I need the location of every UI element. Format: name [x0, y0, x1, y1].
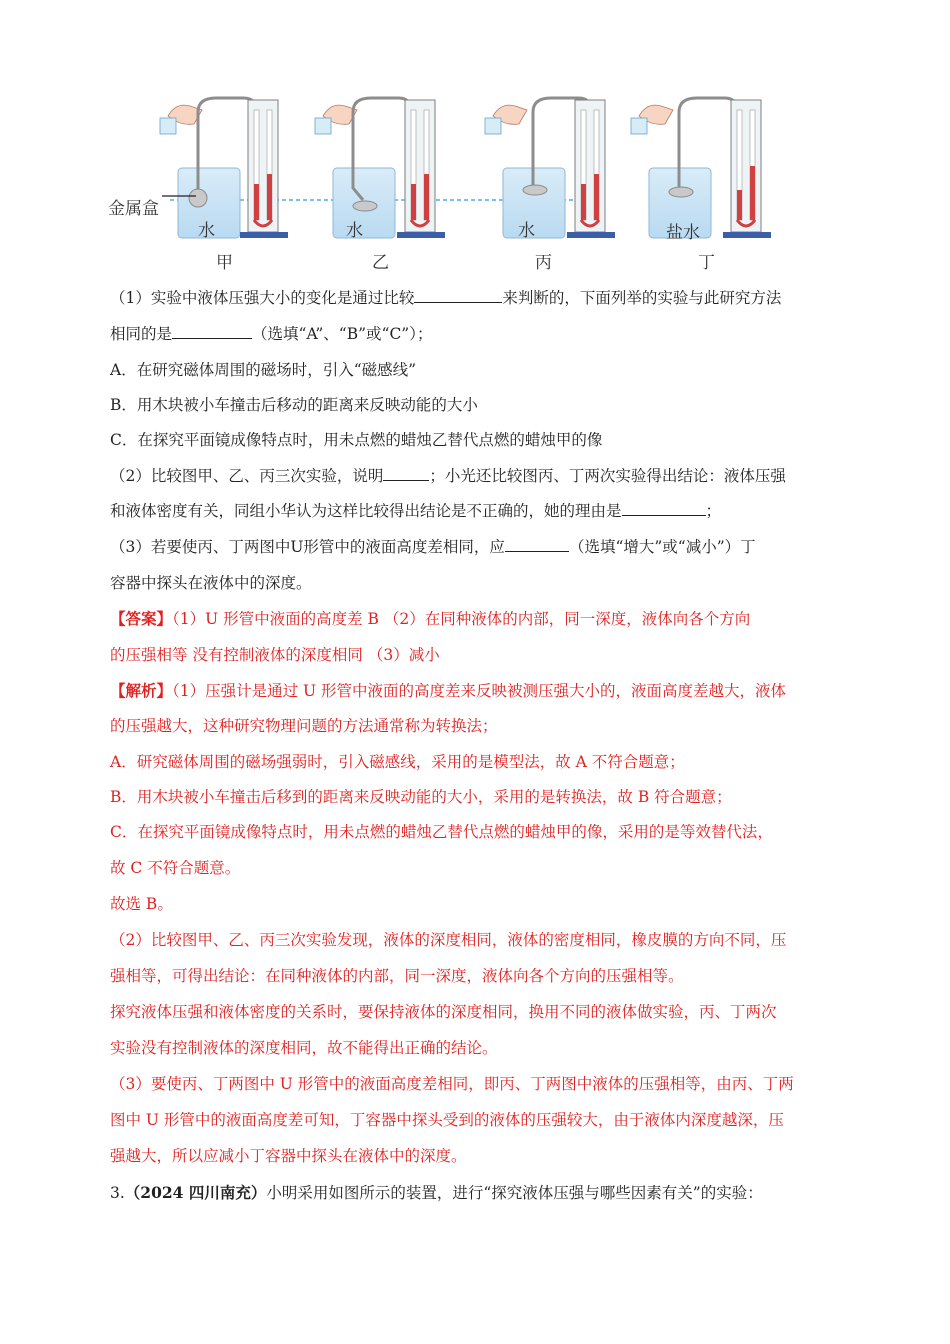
q2-line2: 和液体密度有关，同组小华认为这样比较得出结论是不正确的，她的理由是 ；: [110, 502, 722, 520]
beaker-label-ding: 盐水: [666, 223, 700, 243]
experiment-figure: [100, 88, 820, 273]
beaker-label-jia: 水: [198, 221, 215, 241]
analysis-label: 【解析】: [110, 681, 173, 700]
caption-jia: 甲: [216, 253, 233, 273]
answer-blank[interactable]: [414, 288, 502, 303]
analysis-line14: 强越大，所以应减小丁容器中探头在液体中的深度。: [110, 1147, 467, 1165]
experiment-illustration: [100, 88, 820, 273]
answer-blank[interactable]: [383, 466, 429, 481]
question-source: （2024 四川南充）: [124, 1183, 267, 1202]
question-number: 3.: [110, 1184, 125, 1202]
caption-bing: 丙: [535, 253, 552, 273]
analysis-line10: 探究液体压强和液体密度的关系时，要保持液体的深度相同，换用不同的液体做实验，丙、丁两次: [110, 1003, 777, 1021]
setup-jia: [160, 98, 288, 238]
setup-ding: [631, 98, 771, 238]
analysis-line8: （2）比较图甲、乙、丙三次实验发现，液体的深度相同，液体的密度相同，橡皮膜的方向不同，压: [110, 931, 787, 949]
analysis-line11: 实验没有控制液体的深度相同，故不能得出正确的结论。: [110, 1039, 498, 1057]
beaker-label-yi: 水: [346, 221, 363, 241]
analysis-line9: 强相等，可得出结论：在同种液体的内部，同一深度，液体向各个方向的压强相等。: [110, 967, 684, 985]
answer-blank[interactable]: [172, 324, 252, 339]
setup-yi: [315, 98, 445, 238]
q1-line1: （1）实验中液体压强大小的变化是通过比较 来判断的，下面列举的实验与此研究方法: [110, 289, 782, 307]
analysis-line5: C．在探究平面镜成像特点时，用未点燃的蜡烛乙替代点燃的蜡烛甲的像，采用的是等效替代法，: [110, 823, 773, 841]
analysis-line6: 故 C 不符合题意。: [110, 859, 241, 877]
analysis-line4: B．用木块被小车撞击后移到的距离来反映动能的大小，采用的是转换法，故 B 符合题意；: [110, 788, 732, 806]
analysis-line12: （3）要使丙、丁两图中 U 形管中的液面高度差相同，即丙、丁两图中液体的压强相等，由丙、丁两: [110, 1075, 794, 1093]
analysis-line13: 图中 U 形管中的液面高度差可知，丁容器中探头受到的液体的压强较大，由于液体内深度越深，压: [110, 1111, 784, 1129]
question-text: 小明采用如图所示的装置，进行“探究液体压强与哪些因素有关”的实验：: [266, 1184, 763, 1202]
answer-blank[interactable]: [622, 501, 706, 516]
answer-line1: 【答案】（1）U 形管中液面的高度差 B （2）在同种液体的内部，同一深度，液体向各个方向: [110, 609, 751, 628]
analysis-line1: 【解析】（1）压强计是通过 U 形管中液面的高度差来反映被测压强大小的，液面高度差越大，液体: [110, 681, 787, 700]
q2-line1: （2）比较图甲、乙、丙三次实验，说明 ；小光还比较图丙、丁两次实验得出结论：液体压强: [110, 467, 786, 485]
answer-blank[interactable]: [505, 537, 569, 552]
q3-line1: （3）若要使丙、丁两图中U形管中的液面高度差相同，应 （选填“增大”或“减小”）丁: [110, 538, 756, 556]
analysis-line7: 故选 B。: [110, 895, 173, 913]
analysis-line3: A．研究磁体周围的磁场强弱时，引入磁感线，采用的是模型法，故 A 不符合题意；: [110, 753, 685, 771]
answer-label: 【答案】: [110, 609, 173, 628]
option-c: C．在探究平面镜成像特点时，用未点燃的蜡烛乙替代点燃的蜡烛甲的像: [110, 431, 603, 449]
setup-bing: [485, 98, 615, 238]
probe-label: 金属盒: [108, 199, 159, 219]
beaker-label-bing: 水: [518, 221, 535, 241]
answer-line2: 的压强相等 没有控制液体的深度相同 （3）减小: [110, 646, 440, 664]
analysis-line2: 的压强越大，这种研究物理问题的方法通常称为转换法；: [110, 717, 498, 735]
q1-line2: 相同的是 （选填“A”、“B”或“C”）；: [110, 325, 433, 343]
q3-line2: 容器中探头在液体中的深度。: [110, 574, 312, 592]
caption-ding: 丁: [698, 253, 715, 273]
question-3-heading: [110, 1183, 763, 1203]
option-b: B．用木块被小车撞击后移动的距离来反映动能的大小: [110, 396, 478, 414]
option-a: A．在研究磁体周围的磁场时，引入“磁感线”: [110, 361, 417, 379]
caption-yi: 乙: [372, 253, 389, 273]
